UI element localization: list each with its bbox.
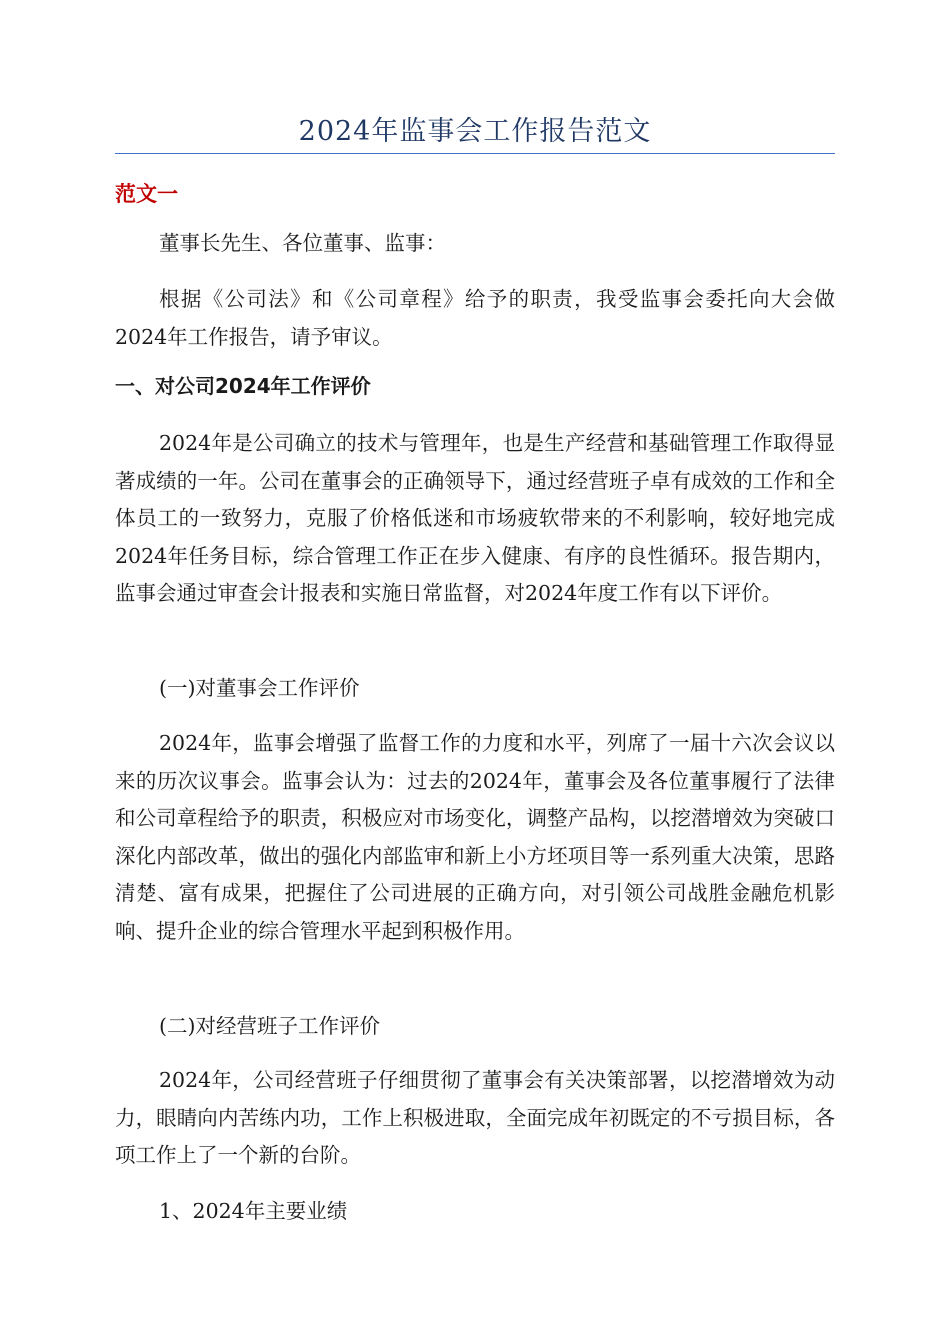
subheading-board-evaluation: (一)对董事会工作评价 xyxy=(159,676,360,700)
paragraph-board-evaluation: 2024年，监事会增强了监督工作的力度和水平，列席了一届十六次会议以来的历次议事会。监事会认为：过去的2024年，董事会及各位董事履行了法律和公司章程给予的职责，积极应对市场变化，调整产品构，以挖潜增效为突破口深化内部改革，做出的强化内部监审和新上小方坯项目等一系列重大决策，思路清楚、富有成果，把握住了公司进展的正确方向，对引领公司战胜金融危机影响、提升企业的综合管理水平起到积极作用。 xyxy=(115,731,835,943)
document-title: 2024年监事会工作报告范文 xyxy=(298,116,652,147)
salutation: 董事长先生、各位董事、监事： xyxy=(159,231,446,255)
heading-evaluation: 一、对公司2024年工作评价 xyxy=(115,374,371,398)
paragraph-overview: 2024年是公司确立的技术与管理年，也是生产经营和基础管理工作取得显著成绩的一年。公司在董事会的正确领导下，通过经营班子卓有成效的工作和全体员工的一致努力，克服了价格低迷和市场疲软带来的不利影响，较好地完成2024年任务目标，综合管理工作正在步入健康、有序的良性循环。报告期内，监事会通过审查会计报表和实施日常监督，对2024年度工作有以下评价。 xyxy=(115,431,835,606)
subheading-management-evaluation: (二)对经营班子工作评价 xyxy=(159,1014,380,1038)
title-underline xyxy=(115,153,835,154)
section-label: 范文一 xyxy=(115,182,178,206)
subheading-main-achievements: 1、2024年主要业绩 xyxy=(159,1199,348,1223)
paragraph-management-evaluation: 2024年，公司经营班子仔细贯彻了董事会有关决策部署，以挖潜增效为动力，眼睛向内苦练内功，工作上积极进取，全面完成年初既定的不亏损目标，各项工作上了一个新的台阶。 xyxy=(115,1068,835,1168)
intro-paragraph: 根据《公司法》和《公司章程》给予的职责，我受监事会委托向大会做2024年工作报告，请予审议。 xyxy=(115,287,835,349)
